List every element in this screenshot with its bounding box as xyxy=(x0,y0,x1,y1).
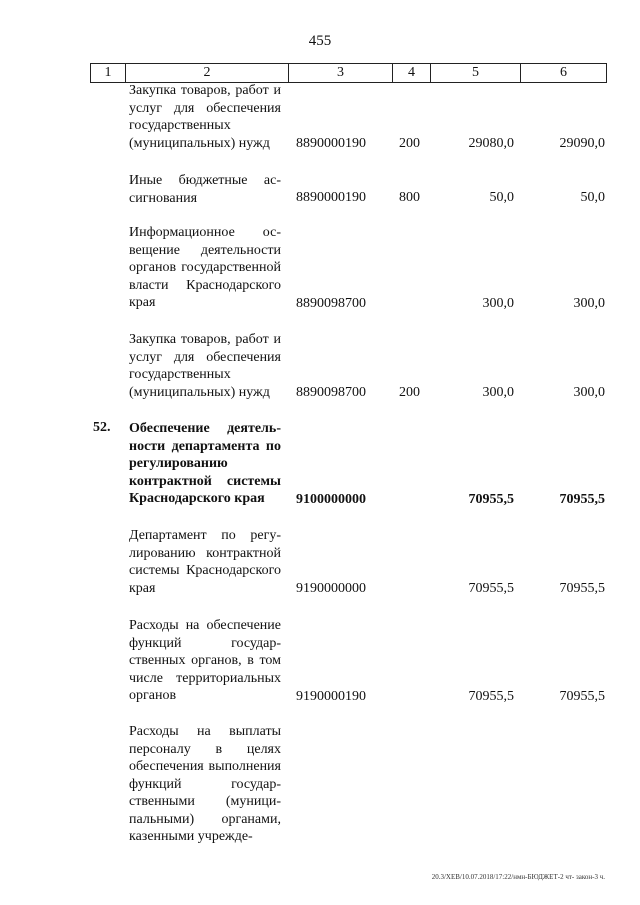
footer-stamp: 20.3/XEB/10.07.2018/17:22/нмн-БЮДЖЕТ-2 чт- закон-3 ч. xyxy=(431,873,605,881)
row-name: Расходы на выплаты персоналу в целях обеспечения выполнения функций государственными (муниципальными) органами, казенными учрежде- xyxy=(129,724,281,844)
row-code: 8890000190 xyxy=(296,190,366,205)
row-code: 9100000000 xyxy=(296,492,366,507)
row-sum-1: 300,0 xyxy=(482,296,514,311)
row-vr: 800 xyxy=(399,190,420,205)
column-header-3: 3 xyxy=(289,64,393,82)
row-code: 9190000190 xyxy=(296,689,366,704)
column-header-4: 4 xyxy=(393,64,431,82)
row-name: Расходы на обеспечение функций государственных органов, в том числе территориальных органов xyxy=(129,618,281,703)
column-header-6: 6 xyxy=(560,65,567,80)
row-sum-2: 70955,5 xyxy=(559,581,605,596)
row-sum-1: 29080,0 xyxy=(468,136,514,151)
row-number: 52. xyxy=(93,420,111,435)
column-header-1: 1 xyxy=(91,64,126,82)
row-name: Закупка товаров, работ и услуг для обеспечения государственных (муниципальных) нужд xyxy=(129,332,281,400)
row-code: 8890098700 xyxy=(296,385,366,400)
row-sum-1: 70955,5 xyxy=(468,581,514,596)
row-name: Обеспечение деятельности департамента по регулированию контрактной системы Краснодарского края xyxy=(129,421,281,506)
row-sum-2: 70955,5 xyxy=(559,689,605,704)
row-sum-2: 70955,5 xyxy=(559,492,605,507)
row-name: Департамент по регулированию контрактной системы Краснодарского края xyxy=(129,528,281,596)
row-vr: 200 xyxy=(399,385,420,400)
row-sum-1: 70955,5 xyxy=(468,492,514,507)
row-name: Иные бюджетные ассигнования xyxy=(129,173,281,206)
row-sum-1: 300,0 xyxy=(482,385,514,400)
column-header-2: 2 xyxy=(126,64,289,82)
table-header xyxy=(90,63,607,83)
row-sum-2: 50,0 xyxy=(580,190,605,205)
row-code: 8890098700 xyxy=(296,296,366,311)
row-sum-1: 70955,5 xyxy=(468,689,514,704)
row-sum-1: 50,0 xyxy=(489,190,514,205)
row-sum-2: 29090,0 xyxy=(559,136,605,151)
row-sum-2: 300,0 xyxy=(573,296,605,311)
column-header-5: 5 xyxy=(431,64,521,82)
row-code: 9190000000 xyxy=(296,581,366,596)
row-code: 8890000190 xyxy=(296,136,366,151)
row-vr: 200 xyxy=(399,136,420,151)
page-number: 455 xyxy=(308,33,332,49)
row-name: Закупка товаров, работ и услуг для обеспечения государственных (муниципальных) нужд xyxy=(129,83,281,151)
row-name: Информационное освещение деятельности органов государственной власти Краснодарского края xyxy=(129,225,281,310)
row-sum-2: 300,0 xyxy=(573,385,605,400)
